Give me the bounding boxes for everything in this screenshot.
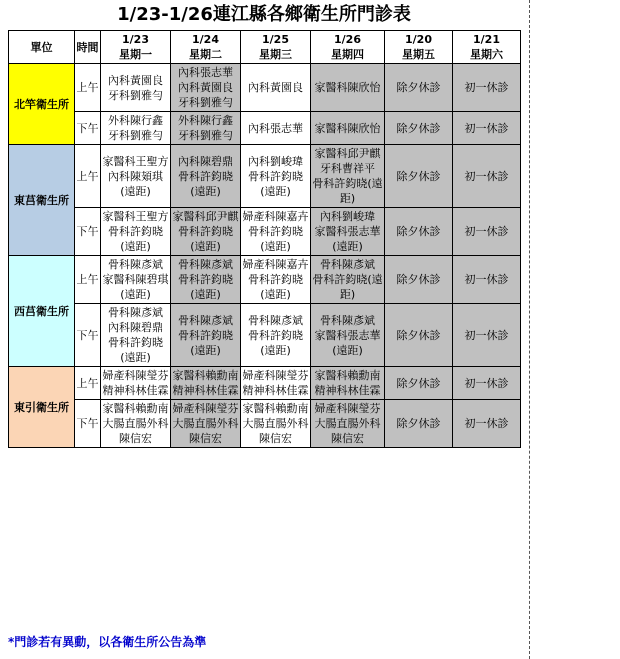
header-shift: 時間 [75, 31, 101, 64]
schedule-cell: 婦產科陳嘉卉 骨科許鈞晓(遠距) [241, 208, 311, 256]
schedule-cell: 家醫科王聖方 內科陳頍琪(遠距) [101, 145, 171, 208]
schedule-cell: 骨科陳彥斌 家醫科張志華 (遠距) [311, 304, 385, 367]
table-row [9, 208, 521, 256]
schedule-cell: 骨科陳彥斌 骨科許鈞晓(遠距) [311, 256, 385, 304]
schedule-cell: 家醫科陳欣怡 [311, 112, 385, 145]
schedule-cell: 內科劉峻瑋 家醫科張志華 (遠距) [311, 208, 385, 256]
schedule-cell: 除夕休診 [385, 367, 453, 400]
shift-label-afternoon: 下午 [75, 304, 101, 367]
schedule-cell: 內科黃園良 牙科劉雅勻 [101, 64, 171, 112]
page-divider [529, 0, 530, 659]
table-row [9, 304, 521, 367]
schedule-cell: 除夕休診 [385, 400, 453, 448]
unit-name-1: 北竿衛生所 [9, 64, 75, 145]
schedule-cell: 家醫科王聖方 骨科許鈞晓(遠距) [101, 208, 171, 256]
header-unit: 單位 [9, 31, 75, 64]
header-day-2: 1/24 星期二 [171, 31, 241, 64]
schedule-cell: 初一休診 [453, 256, 521, 304]
schedule-cell: 初一休診 [453, 112, 521, 145]
schedule-cell: 家醫科賴勳南 精神科林佳霖 [311, 367, 385, 400]
shift-label-morning: 上午 [75, 64, 101, 112]
shift-label-afternoon: 下午 [75, 400, 101, 448]
schedule-cell: 除夕休診 [385, 208, 453, 256]
schedule-cell: 內科黃園良 [241, 64, 311, 112]
table-row [9, 64, 521, 112]
schedule-cell: 骨科陳彥斌 骨科許鈞晓(遠距) [171, 256, 241, 304]
schedule-cell: 除夕休診 [385, 112, 453, 145]
header-day-1: 1/23 星期一 [101, 31, 171, 64]
schedule-cell: 除夕休診 [385, 145, 453, 208]
schedule-cell: 婦產科陳瑩芬 精神科林佳霖 [241, 367, 311, 400]
shift-label-afternoon: 下午 [75, 208, 101, 256]
shift-label-morning: 上午 [75, 367, 101, 400]
clinic-schedule-table [8, 30, 521, 448]
schedule-cell: 家醫科邱尹麒 牙科曹祥平 骨科許鈞晓(遠距) [311, 145, 385, 208]
schedule-cell: 初一休診 [453, 367, 521, 400]
schedule-cell: 內科張志華 內科黃園良 牙科劉雅勻 [171, 64, 241, 112]
shift-label-afternoon: 下午 [75, 112, 101, 145]
schedule-cell: 初一休診 [453, 64, 521, 112]
schedule-cell: 婦產科陳瑩芬 精神科林佳霖 [101, 367, 171, 400]
footnote: *門診若有異動，以各衛生所公告為準 [8, 635, 207, 649]
schedule-cell: 家醫科賴勳南 精神科林佳霖 [171, 367, 241, 400]
schedule-cell: 除夕休診 [385, 304, 453, 367]
schedule-cell: 婦產科陳瑩芬 大腸直腸外科陳信宏 [171, 400, 241, 448]
unit-name-4: 東引衛生所 [9, 367, 75, 448]
schedule-cell: 婦產科陳嘉卉 骨科許鈞晓(遠距) [241, 256, 311, 304]
schedule-cell: 家醫科賴勳南 大腸直腸外科陳信宏 [101, 400, 171, 448]
header-day-3: 1/25 星期三 [241, 31, 311, 64]
table-row [9, 400, 521, 448]
schedule-cell: 外科陳行鑫 牙科劉雅勻 [171, 112, 241, 145]
schedule-cell: 初一休診 [453, 145, 521, 208]
schedule-cell: 外科陳行鑫 牙科劉雅勻 [101, 112, 171, 145]
header-day-6: 1/21 星期六 [453, 31, 521, 64]
shift-label-morning: 上午 [75, 145, 101, 208]
shift-label-morning: 上午 [75, 256, 101, 304]
schedule-cell: 除夕休診 [385, 64, 453, 112]
page-title: 1/23-1/26連江縣各鄉衛生所門診表 [117, 4, 411, 25]
schedule-cell: 內科劉峻瑋 骨科許鈞晓(遠距) [241, 145, 311, 208]
header-day-4: 1/26 星期四 [311, 31, 385, 64]
table-row [9, 112, 521, 145]
schedule-cell: 骨科陳彥斌 骨科許鈞晓(遠距) [171, 304, 241, 367]
schedule-cell: 家醫科賴勳南 大腸直腸外科陳信宏 [241, 400, 311, 448]
schedule-cell: 初一休診 [453, 208, 521, 256]
table-row [9, 256, 521, 304]
schedule-cell: 骨科陳彥斌 家醫科陳碧琪 (遠距) [101, 256, 171, 304]
schedule-cell: 初一休診 [453, 400, 521, 448]
schedule-cell: 內科張志華 [241, 112, 311, 145]
schedule-cell: 婦產科陳瑩芬 大腸直腸外科陳信宏 [311, 400, 385, 448]
schedule-cell: 家醫科邱尹麒 骨科許鈞晓(遠距) [171, 208, 241, 256]
unit-name-3: 西莒衛生所 [9, 256, 75, 367]
schedule-cell: 初一休診 [453, 304, 521, 367]
schedule-cell: 除夕休診 [385, 256, 453, 304]
schedule-cell: 骨科陳彥斌 內科陳碧鼎 骨科許鈞晓(遠距) [101, 304, 171, 367]
table-header-row [9, 31, 521, 64]
table-row [9, 367, 521, 400]
schedule-cell: 骨科陳彥斌 骨科許鈞晓(遠距) [241, 304, 311, 367]
schedule-cell: 內科陳碧鼎 骨科許鈞晓(遠距) [171, 145, 241, 208]
header-day-5: 1/20 星期五 [385, 31, 453, 64]
schedule-cell: 家醫科陳欣怡 [311, 64, 385, 112]
table-row [9, 145, 521, 208]
unit-name-2: 東莒衛生所 [9, 145, 75, 256]
